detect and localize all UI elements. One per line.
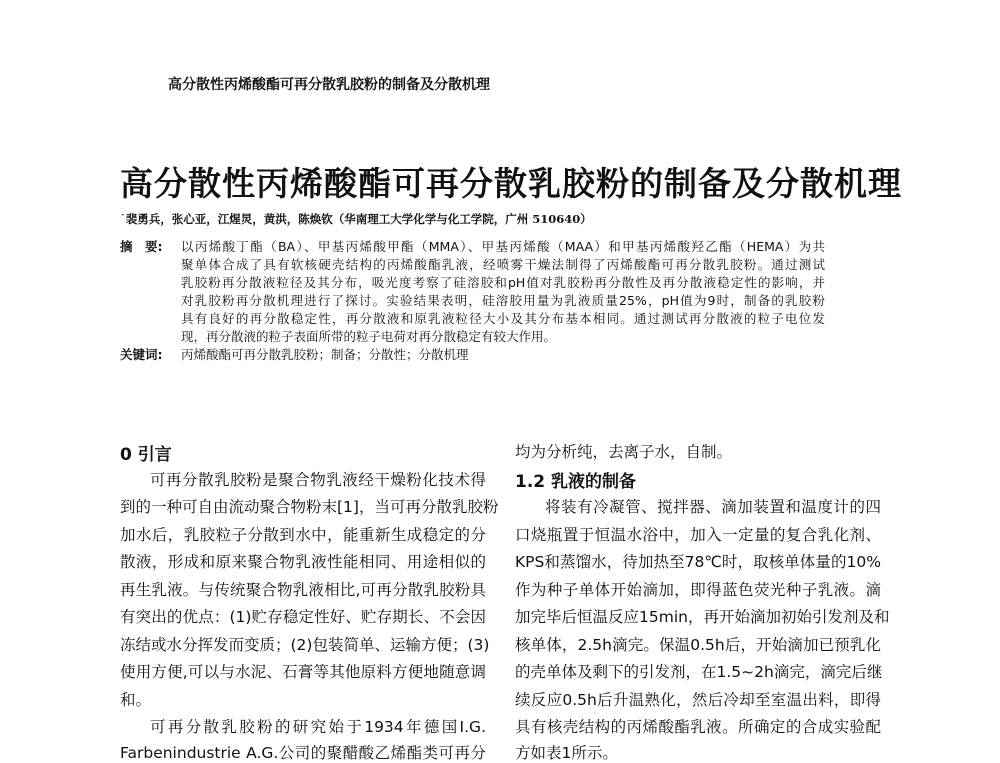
body-line: 和。 <box>120 691 152 709</box>
keywords-text: 丙烯酸酯可再分散乳胶粉；制备；分散性；分散机理 <box>181 347 469 362</box>
keywords-label: 关键词: <box>120 347 163 362</box>
body-line: 的壳单体及剩下的引发剂，在1.5~2h滴完，滴完后继 <box>515 663 883 681</box>
section-heading-emulsion-preparation: 1.2 乳液的制备 <box>515 472 637 492</box>
body-line: 可再分散乳胶粉的研究始于1934年德国I.G. <box>150 718 486 736</box>
abstract-line: 以丙烯酸丁酯（BA）、甲基丙烯酸甲酯（MMA）、甲基丙烯酸（MAA）和甲基丙烯酸羟乙酯（HEMA）为共 <box>181 239 825 254</box>
body-line: 核单体，2.5h滴完。保温0.5h后，开始滴加已预乳化 <box>515 636 881 654</box>
body-line: 再生乳液。与传统聚合物乳液相比,可再分散乳胶粉具 <box>120 581 486 599</box>
body-line: 加水后，乳胶粒子分散到水中，能重新生成稳定的分 <box>120 526 486 544</box>
body-line: 可再分散乳胶粉是聚合物乳液经干燥粉化技术得 <box>150 471 486 489</box>
body-line: KPS和蒸馏水，待加热至78℃时，取核单体量的10% <box>515 553 881 571</box>
body-line: 均为分析纯，去离子水，自制。 <box>515 443 733 461</box>
abstract-line: 聚单体合成了具有软核硬壳结构的丙烯酸酯乳液，经喷雾干燥法制得了丙烯酸酯可再分散乳胶粉。通过测试 <box>181 257 825 272</box>
body-line: 将装有冷凝管、搅拌器、滴加装置和温度计的四 <box>545 498 881 516</box>
body-line: 冻结或水分挥发而变质；(2)包装简单、运输方便；(3) <box>120 636 490 654</box>
body-line: 方如表1所示。 <box>515 744 618 762</box>
authors-affiliation: ˙裴勇兵，张心亚，江煋炅，黄洪，陈焕钦（华南理工大学化学与化工学院，广州 510640） <box>120 212 592 226</box>
abstract-line: 具有良好的再分散稳定性，再分散液和原乳液粒径大小及其分布基本相同。通过测试再分散液的粒子电位发 <box>181 311 825 326</box>
body-line: 有突出的优点：(1)贮存稳定性好、贮存期长、不会因 <box>120 608 486 626</box>
abstract-line: 乳胶粉再分散液粒径及其分布，吸光度考察了硅溶胶和pH值对乳胶粉再分散性及再分散液稳定性的影响，并 <box>181 275 825 290</box>
body-line: 加完毕后恒温反应15min，再开始滴加初始引发剂及和 <box>515 608 890 626</box>
paper-title: 高分散性丙烯酸酯可再分散乳胶粉的制备及分散机理 <box>120 164 902 203</box>
body-line: 口烧瓶置于恒温水浴中，加入一定量的复合乳化剂、 <box>515 526 881 544</box>
body-line: 作为种子单体开始滴加，即得蓝色荧光种子乳液。滴 <box>515 581 881 599</box>
body-line: 具有核壳结构的丙烯酸酯乳液。所确定的合成实验配 <box>515 718 881 736</box>
body-line: 使用方便,可以与水泥、石膏等其他原料方便地随意调 <box>120 663 486 681</box>
abstract-label: 摘 要: <box>120 239 163 254</box>
section-heading-introduction: 0 引言 <box>120 445 172 465</box>
body-line: 散液，形成和原来聚合物乳液性能相同、用途相似的 <box>120 553 486 571</box>
running-header: 高分散性丙烯酸酯可再分散乳胶粉的制备及分散机理 <box>168 77 490 93</box>
body-line: 续反应0.5h后升温熟化，然后冷却至室温出料，即得 <box>515 691 881 709</box>
body-line: 到的一种可自由流动聚合物粉末[1]，当可再分散乳胶粉 <box>120 498 499 516</box>
abstract-line: 现，再分散液的粒子表面所带的粒子电荷对再分散稳定有较大作用。 <box>181 329 557 344</box>
abstract-line: 对乳胶粉再分散机理进行了探讨。实验结果表明，硅溶胶用量为乳液质量25%，pH值为9时，制备的乳胶粉 <box>181 293 825 308</box>
body-line: Farbenindustrie A.G.公司的聚醋酸乙烯酯类可再分 <box>120 744 486 762</box>
